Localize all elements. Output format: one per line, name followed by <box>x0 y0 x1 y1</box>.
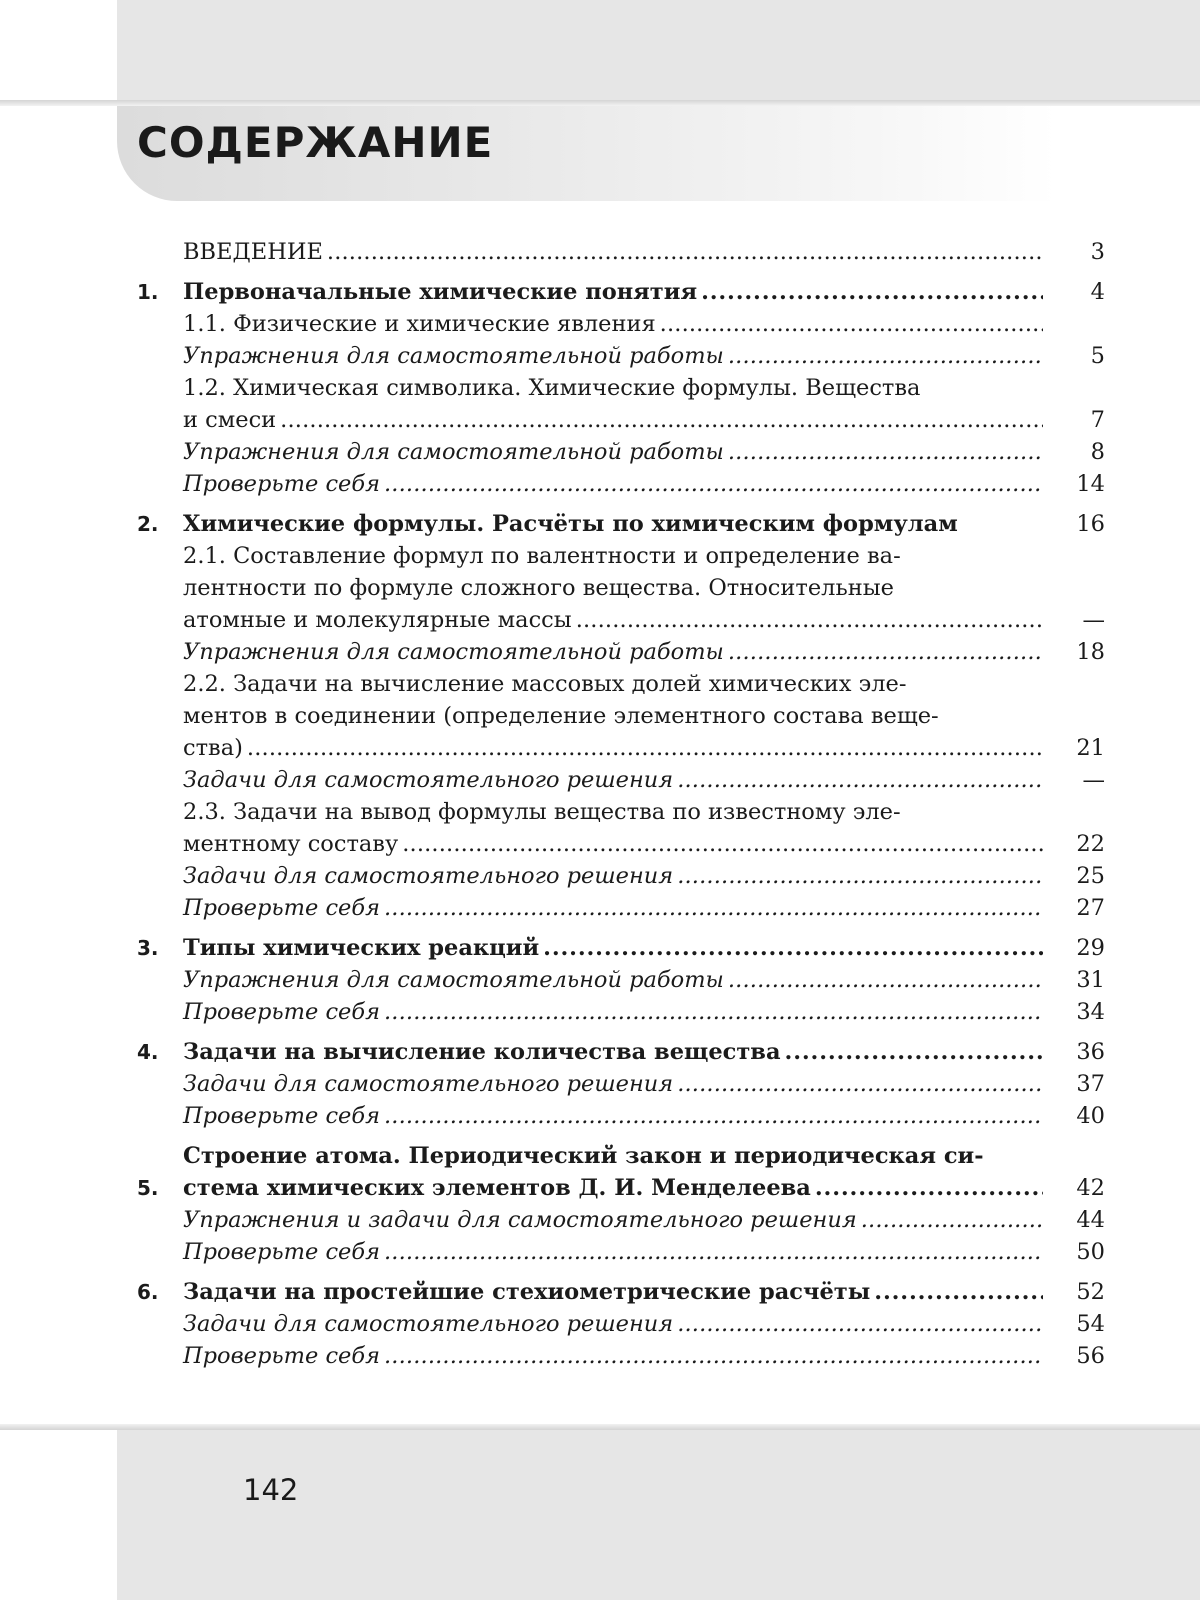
toc-entry-title <box>183 964 1043 996</box>
toc-page-number: 34 <box>1076 999 1105 1025</box>
toc-page-number: 8 <box>1090 439 1105 465</box>
toc-entry-title <box>183 764 1043 796</box>
toc-entry-title <box>183 340 1043 372</box>
toc-entry-line <box>183 636 1043 668</box>
toc-entry-title <box>183 308 1043 340</box>
toc-entry-title <box>183 1236 1043 1268</box>
toc-entry-text: Упражнения для самостоятельной работы <box>183 967 724 993</box>
toc-entry-text: Задачи для самостоятельного решения <box>183 1071 674 1097</box>
toc-entry-title <box>183 668 1043 764</box>
dot-leader <box>677 860 1043 892</box>
dot-leader <box>327 236 1043 268</box>
dot-leader <box>660 308 1043 340</box>
toc-entry-line <box>183 436 1043 468</box>
toc-entry[interactable] <box>137 1204 1105 1236</box>
toc-entry-line <box>183 508 1043 540</box>
dot-leader <box>280 404 1043 436</box>
toc-entry-text: и смеси <box>183 407 277 433</box>
toc-entry-text: Задачи для самостоятельного решения <box>183 1311 674 1337</box>
toc-entry-text: Проверьте себя <box>183 1103 380 1129</box>
toc-page-number: 36 <box>1076 1039 1105 1065</box>
toc-entry-text: ментов в соединении (определение элементного состава веще- <box>183 703 939 729</box>
toc-page-number: 21 <box>1076 735 1105 761</box>
toc-entry-line <box>183 372 1043 404</box>
toc-page-number: 4 <box>1090 279 1105 305</box>
toc-entry-title <box>183 996 1043 1028</box>
toc-page-number: 7 <box>1090 407 1105 433</box>
toc-entry-line <box>183 340 1043 372</box>
toc-entry[interactable] <box>137 436 1105 468</box>
dot-leader <box>728 340 1043 372</box>
toc-page-number: 54 <box>1076 1311 1105 1337</box>
toc-page-number: 27 <box>1076 895 1105 921</box>
toc-page-number: 50 <box>1076 1239 1105 1265</box>
toc-entry-title <box>183 796 1043 860</box>
toc-page-number: 56 <box>1076 1343 1105 1369</box>
toc-entry[interactable] <box>137 796 1105 860</box>
toc-entry-title <box>183 1308 1043 1340</box>
toc-entry-text: Первоначальные химические понятия <box>183 279 698 305</box>
toc-entry-title <box>183 508 1043 540</box>
toc-entry-line <box>183 236 1043 268</box>
dot-leader <box>728 636 1043 668</box>
toc-entry-line <box>183 604 1043 636</box>
chapter-number: 4. <box>137 1040 159 1064</box>
toc-entry[interactable] <box>137 764 1105 796</box>
bottom-margin-band <box>117 1430 1200 1600</box>
toc-entry-line <box>183 932 1043 964</box>
toc-entry-line <box>183 1276 1043 1308</box>
toc-page-number: 29 <box>1076 935 1105 961</box>
toc-entry-line <box>183 996 1043 1028</box>
toc-entry-text: Упражнения и задачи для самостоятельного решения <box>183 1207 857 1233</box>
toc-entry-title <box>183 540 1043 636</box>
toc-entry-title <box>183 860 1043 892</box>
toc-entry-title <box>183 236 1043 268</box>
toc-entry-line <box>183 468 1043 500</box>
toc-entry-title <box>183 932 1043 964</box>
toc-entry-line <box>183 1036 1043 1068</box>
toc-entry-text: 1.1. Физические и химические явления <box>183 311 656 337</box>
toc-entry[interactable] <box>137 1140 1105 1204</box>
toc-page-number: — <box>1082 767 1105 793</box>
toc-entry-title <box>183 1100 1043 1132</box>
toc-entry[interactable] <box>137 996 1105 1028</box>
toc-page-number: 52 <box>1076 1279 1105 1305</box>
toc-entry-line <box>183 892 1043 924</box>
toc-entry-line <box>183 276 1043 308</box>
toc-page-number: 14 <box>1076 471 1105 497</box>
toc-entry-line <box>183 404 1043 436</box>
toc-entry[interactable] <box>137 340 1105 372</box>
dot-leader <box>861 1204 1043 1236</box>
dot-leader <box>815 1172 1043 1204</box>
toc-page-number: — <box>1082 607 1105 633</box>
toc-entry-text: лентности по формуле сложного вещества. Относительные <box>183 575 894 601</box>
toc-entry[interactable] <box>137 236 1105 268</box>
toc-entry-text: Упражнения для самостоятельной работы <box>183 639 724 665</box>
toc-entry-line <box>183 308 1043 340</box>
toc-entry[interactable] <box>137 508 1105 540</box>
page-title: СОДЕРЖАНИЕ <box>137 118 494 167</box>
toc-entry[interactable] <box>137 932 1105 964</box>
toc-entry-title <box>183 372 1043 436</box>
toc-page-number: 18 <box>1076 639 1105 665</box>
toc-entry[interactable] <box>137 1340 1105 1372</box>
dot-leader <box>402 828 1043 860</box>
toc-entry-line <box>183 1204 1043 1236</box>
toc-entry[interactable] <box>137 636 1105 668</box>
toc-entry[interactable] <box>137 860 1105 892</box>
toc-page-number: 5 <box>1090 343 1105 369</box>
toc-page-number: 22 <box>1076 831 1105 857</box>
toc-entry-text: Задачи для самостоятельного решения <box>183 767 674 793</box>
toc-entry-text: Строение атома. Периодический закон и периодическая си- <box>183 1143 984 1169</box>
toc-entry-line <box>183 828 1043 860</box>
toc-entry-title <box>183 1036 1043 1068</box>
toc-entry-text: Упражнения для самостоятельной работы <box>183 439 724 465</box>
dot-leader <box>384 468 1043 500</box>
toc-entry-text: Упражнения для самостоятельной работы <box>183 343 724 369</box>
toc-entry-line <box>183 1340 1043 1372</box>
toc-entry-line <box>183 1100 1043 1132</box>
toc-entry-line <box>183 700 1043 732</box>
toc-page-number: 42 <box>1076 1175 1105 1201</box>
toc-entry[interactable] <box>137 668 1105 764</box>
toc-entry-text: 2.3. Задачи на вывод формулы вещества по известному эле- <box>183 799 901 825</box>
chapter-gap <box>137 1132 1105 1140</box>
toc-entry-text: Проверьте себя <box>183 1239 380 1265</box>
toc-entry[interactable] <box>137 1100 1105 1132</box>
toc-entry[interactable] <box>137 1036 1105 1068</box>
dot-leader <box>384 1340 1043 1372</box>
toc-entry-line <box>183 540 1043 572</box>
toc-entry-text: Проверьте себя <box>183 895 380 921</box>
toc-entry-text: 1.2. Химическая символика. Химические формулы. Вещества <box>183 375 921 401</box>
chapter-number: 6. <box>137 1280 159 1304</box>
dot-leader <box>728 436 1043 468</box>
toc-entry-text: атомные и молекулярные массы <box>183 607 572 633</box>
chapter-gap <box>137 1028 1105 1036</box>
toc-entry-text: 2.2. Задачи на вычисление массовых долей химических эле- <box>183 671 907 697</box>
toc-entry[interactable] <box>137 892 1105 924</box>
toc-entry-line <box>183 668 1043 700</box>
chapter-number: 2. <box>137 512 159 536</box>
toc-entry-line <box>183 572 1043 604</box>
toc-entry-text: Типы химических реакций <box>183 935 540 961</box>
dot-leader <box>728 964 1043 996</box>
dot-leader <box>384 892 1043 924</box>
toc-entry-line <box>183 964 1043 996</box>
toc-entry[interactable] <box>137 964 1105 996</box>
dot-leader <box>247 732 1043 764</box>
toc-entry-title <box>183 636 1043 668</box>
toc-page-number: 31 <box>1076 967 1105 993</box>
toc-entry-text: ментному составу <box>183 831 399 857</box>
toc-entry-text: ВВЕДЕНИЕ <box>183 239 323 265</box>
toc-entry-line <box>183 1068 1043 1100</box>
toc-entry[interactable] <box>137 468 1105 500</box>
toc-entry[interactable] <box>137 308 1105 340</box>
toc-entry-title <box>183 436 1043 468</box>
chapter-number: 1. <box>137 280 159 304</box>
toc-entry[interactable] <box>137 540 1105 636</box>
toc-entry-line <box>183 796 1043 828</box>
toc-page-number: 16 <box>1076 511 1105 537</box>
toc-entry-line <box>183 764 1043 796</box>
dot-leader <box>576 604 1043 636</box>
table-of-contents <box>137 236 1105 1372</box>
toc-entry-line <box>183 1140 1043 1172</box>
chapter-gap <box>137 268 1105 276</box>
toc-entry-text: Проверьте себя <box>183 999 380 1025</box>
toc-entry-line <box>183 1308 1043 1340</box>
toc-page-number: 40 <box>1076 1103 1105 1129</box>
dot-leader <box>384 1236 1043 1268</box>
toc-entry-title <box>183 1204 1043 1236</box>
toc-entry[interactable] <box>137 372 1105 436</box>
toc-page-number: 3 <box>1090 239 1105 265</box>
dot-leader <box>677 764 1043 796</box>
toc-entry[interactable] <box>137 1068 1105 1100</box>
chapter-gap <box>137 1268 1105 1276</box>
toc-entry-text: ства) <box>183 735 243 761</box>
toc-entry[interactable] <box>137 1308 1105 1340</box>
toc-page-number: 37 <box>1076 1071 1105 1097</box>
toc-page-number: 44 <box>1076 1207 1105 1233</box>
page-number: 142 <box>243 1473 299 1507</box>
toc-page-number: 25 <box>1076 863 1105 889</box>
toc-entry-title <box>183 1068 1043 1100</box>
toc-entry-title <box>183 892 1043 924</box>
toc-entry-text: Задачи на простейшие стехиометрические расчёты <box>183 1279 871 1305</box>
toc-entry-title <box>183 1340 1043 1372</box>
toc-entry-line <box>183 732 1043 764</box>
dot-leader <box>701 276 1043 308</box>
toc-entry-text: 2.1. Составление формул по валентности и определение ва- <box>183 543 901 569</box>
dot-leader <box>543 932 1043 964</box>
toc-entry-text: стема химических элементов Д. И. Менделеева <box>183 1175 811 1201</box>
chapter-gap <box>137 500 1105 508</box>
toc-entry[interactable] <box>137 276 1105 308</box>
dot-leader <box>677 1308 1043 1340</box>
toc-entry-text: Задачи на вычисление количества вещества <box>183 1039 781 1065</box>
toc-entry[interactable] <box>137 1236 1105 1268</box>
toc-entry-text: Химические формулы. Расчёты по химическим формулам <box>183 511 958 537</box>
dot-leader <box>384 1100 1043 1132</box>
chapter-number: 3. <box>137 936 159 960</box>
chapter-number: 5. <box>137 1176 159 1200</box>
chapter-gap <box>137 924 1105 932</box>
toc-entry-title <box>183 1276 1043 1308</box>
dot-leader <box>785 1036 1043 1068</box>
dot-leader <box>677 1068 1043 1100</box>
dot-leader <box>384 996 1043 1028</box>
toc-entry-text: Задачи для самостоятельного решения <box>183 863 674 889</box>
toc-entry-line <box>183 1236 1043 1268</box>
toc-entry-title <box>183 468 1043 500</box>
toc-entry[interactable] <box>137 1276 1105 1308</box>
toc-entry-title <box>183 276 1043 308</box>
top-margin-band <box>117 0 1200 100</box>
toc-entry-title <box>183 1140 1043 1204</box>
toc-entry-text: Проверьте себя <box>183 1343 380 1369</box>
toc-entry-line <box>183 860 1043 892</box>
dot-leader <box>874 1276 1043 1308</box>
toc-entry-text: Проверьте себя <box>183 471 380 497</box>
toc-entry-line <box>183 1172 1043 1204</box>
